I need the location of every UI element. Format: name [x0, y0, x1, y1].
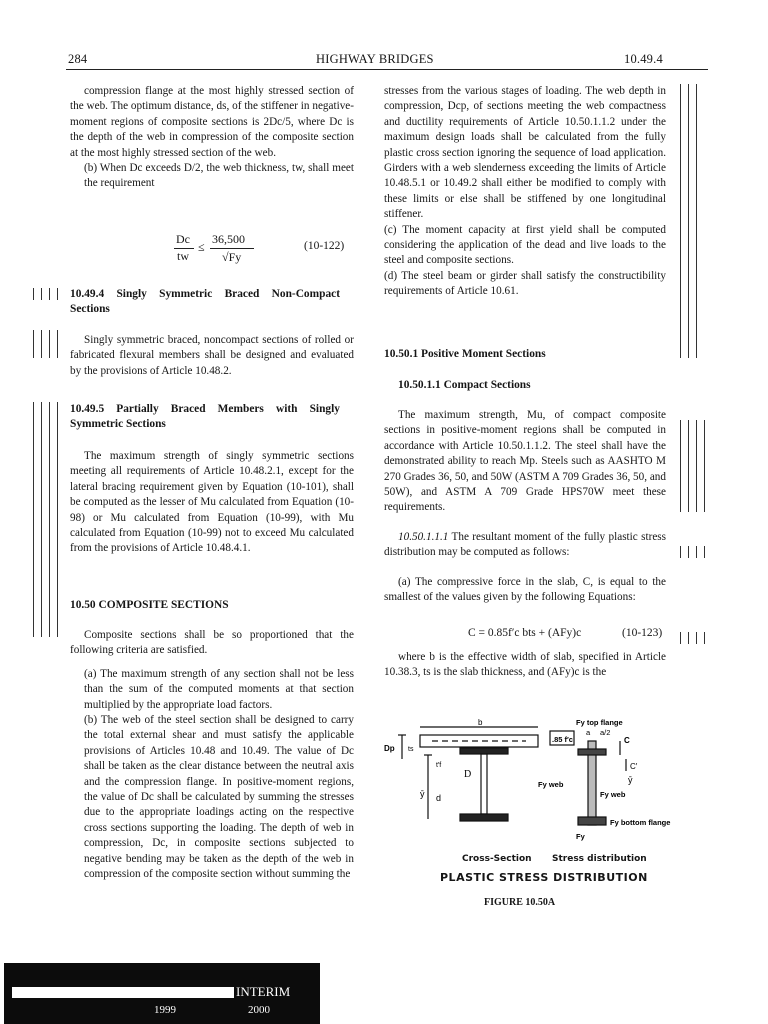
right-column-3	[384, 650, 666, 681]
footer-year-1999: 1999	[154, 1004, 176, 1016]
paragraph: stresses from the various stages of loading. The web depth in compression, Dcp, of sections meeting the web compactness and ductility requirements of Article 10.50.1.1.2 under the maximum design loads shall be calculated from the fully plastic cross section ignoring the sequence of load application. Girders with a web slenderness exceeding the limits of Article 10.48.5.1 or 10.49.2 shall either be modified to comply with these limits or else shall be stiffened by one longitudinal stiffener.	[384, 85, 666, 221]
paragraph: (b) The web of the steel section shall be designed to carry the total external shear and must satisfy the applicable provisions of Articles 10.48 and 10.49. The value of Dc shall be taken as the clear distance between the neutral axis and the compression flange. In positive-moment regions, the value of Dc shall be calculated by summing the stresses due to the appropriate loadings acting on the respective cross sections supporting the loading. The depth of web in compression, Dc, in composite sections subjected to negative bending may be taken as the depth of the web in compression of the composite section without summing the	[84, 714, 354, 881]
label-b: b	[478, 718, 483, 727]
footer-interim-label: INTERIM	[236, 984, 291, 999]
eq-rhs-numerator: 36,500	[212, 232, 245, 246]
web	[481, 754, 487, 814]
right-column	[384, 84, 666, 300]
bottom-flange-stress	[578, 817, 606, 825]
heading-10-49-5: 10.49.5 Partially Braced Members with Singly Symmetric Sections	[70, 403, 340, 430]
label-fy-top: Fy top flange	[576, 718, 623, 727]
interim-footer-bar	[4, 963, 320, 1024]
heading-10-50: 10.50 COMPOSITE SECTIONS	[70, 599, 229, 611]
header-rule	[66, 69, 708, 70]
eq-rhs-denominator: √Fy	[222, 250, 242, 264]
label-D: D	[464, 769, 472, 780]
paragraph: Singly symmetric braced, noncompact sections of rolled or fabricated flexural members shall be designed and evaluated by the provisions of Article 10.48.2.	[70, 334, 354, 377]
paragraph: The maximum strength of singly symmetric sections meeting all requirements of Article 10.48.2.1, except for the lateral bracing requirement given by Equation (10-101), shall be computed as the lesser of Mu calculated from Equation (10-98) or Mu calculated from Equation (10-99), with Mu calculated from Equation (10-99) not to exceed Mu calculated from the provisions of Article 10.48.4.1.	[70, 450, 354, 555]
label-a2: a/2	[600, 728, 611, 737]
paragraph: (a) The maximum strength of any section shall not be less than the sum of the computed moments at that section multiplied by the appropriate load factors.	[84, 667, 354, 711]
label-ts: ts	[408, 746, 414, 753]
label-d: d	[436, 793, 442, 803]
subsection-label: 10.50.1.1.1	[398, 530, 449, 543]
bottom-flange	[460, 814, 508, 821]
heading-10-49-4: 10.49.4 Singly Symmetric Braced Non-Compact Sections	[70, 288, 340, 315]
eq-lhs-denominator: tw	[177, 249, 189, 263]
section-number: 10.49.4	[624, 52, 663, 66]
footer-year-2000: 2000	[248, 1004, 270, 1016]
paragraph: Composite sections shall be so proportioned that the following criteria are satisfied.	[70, 629, 354, 657]
label-a: a	[586, 728, 591, 737]
label-fy-bottom: Fy bottom flange	[610, 818, 671, 827]
label-ybar: ȳ	[420, 789, 425, 799]
caption-stress-distribution: Stress distribution	[552, 854, 647, 864]
label-tf: t′f	[436, 762, 442, 769]
left-column	[70, 84, 354, 192]
label-085fc: .85 f′c	[552, 735, 573, 744]
caption-cross-section: Cross-Section	[462, 854, 532, 864]
top-flange-stress	[578, 749, 606, 755]
paragraph: where b is the effective width of slab, specified in Article 10.38.3, ts is the slab thickness, and (AFy)c is the	[384, 651, 666, 679]
paragraph: (c) The moment capacity at first yield shall be computed considering the application of the dead and live loads to the steel and composite sections.	[384, 223, 666, 267]
paragraph: (d) The steel beam or girder shall satisfy the constructibility requirements of Article 10.61.	[384, 269, 666, 298]
left-column-2	[70, 333, 354, 379]
top-flange	[460, 748, 508, 754]
left-column-3	[70, 449, 354, 557]
eq-lhs-numerator: Dc	[176, 232, 190, 246]
paragraph: (a) The compressive force in the slab, C, is equal to the smallest of the values given by the following Equations:	[384, 575, 666, 604]
equation-10-123: C = 0.85f′c bts + (AFy)c	[468, 627, 582, 639]
label-ybar2: ȳ	[628, 775, 633, 785]
label-c: C	[624, 736, 630, 745]
paragraph: (b) When Dc exceeds D/2, the web thickness, tw, shall meet the requirement	[84, 162, 354, 190]
left-column-4	[70, 628, 354, 883]
equation-number: (10-123)	[622, 627, 663, 639]
figure-title: PLASTIC STRESS DISTRIBUTION	[440, 871, 648, 884]
label-fy: Fy	[576, 832, 585, 841]
label-dp: Dp	[384, 744, 395, 753]
figure-number: FIGURE 10.50A	[484, 897, 556, 908]
plastic-stress-distribution-figure	[380, 715, 680, 845]
fraction-bar	[210, 248, 254, 249]
label-fy-web: Fy web	[538, 780, 564, 789]
paragraph	[384, 530, 666, 561]
eq-operator: ≤	[198, 240, 205, 254]
footer-white-bar	[12, 987, 234, 998]
heading-10-50-1-1: 10.50.1.1 Compact Sections	[398, 379, 531, 391]
right-column-2	[384, 408, 666, 605]
running-title: HIGHWAY BRIDGES	[316, 52, 434, 66]
page-number: 284	[68, 52, 88, 66]
paragraph-text: The resultant moment of the fully plastic stress distribution may be computed as follows:	[384, 530, 666, 559]
equation-number: (10-122)	[304, 240, 345, 252]
paragraph: compression flange at the most highly stressed section of the web. The optimum distance, ds, of the stiffener in negative-moment regions of composite sections is 2Dc/5, where Dc is the depth of the web in compression of the composite section at the most highly stressed section of the web.	[70, 85, 354, 159]
heading-10-50-1: 10.50.1 Positive Moment Sections	[384, 348, 546, 360]
label-cprime: C′	[630, 762, 638, 771]
label-fy-web2: Fy web	[600, 790, 626, 799]
paragraph: The maximum strength, Mu, of compact composite sections in positive-moment regions shall be computed in accordance with Article 10.50.1.1.2. The steel shall have the demonstrated ability to reach Mp. Steels such as AASHTO M 270 Grades 36, 50, and 50W (ASTM A 709 Grades 36, 50, and 50W), and ASTM A 709 Grade HPS70W meet these requirements.	[384, 409, 666, 514]
